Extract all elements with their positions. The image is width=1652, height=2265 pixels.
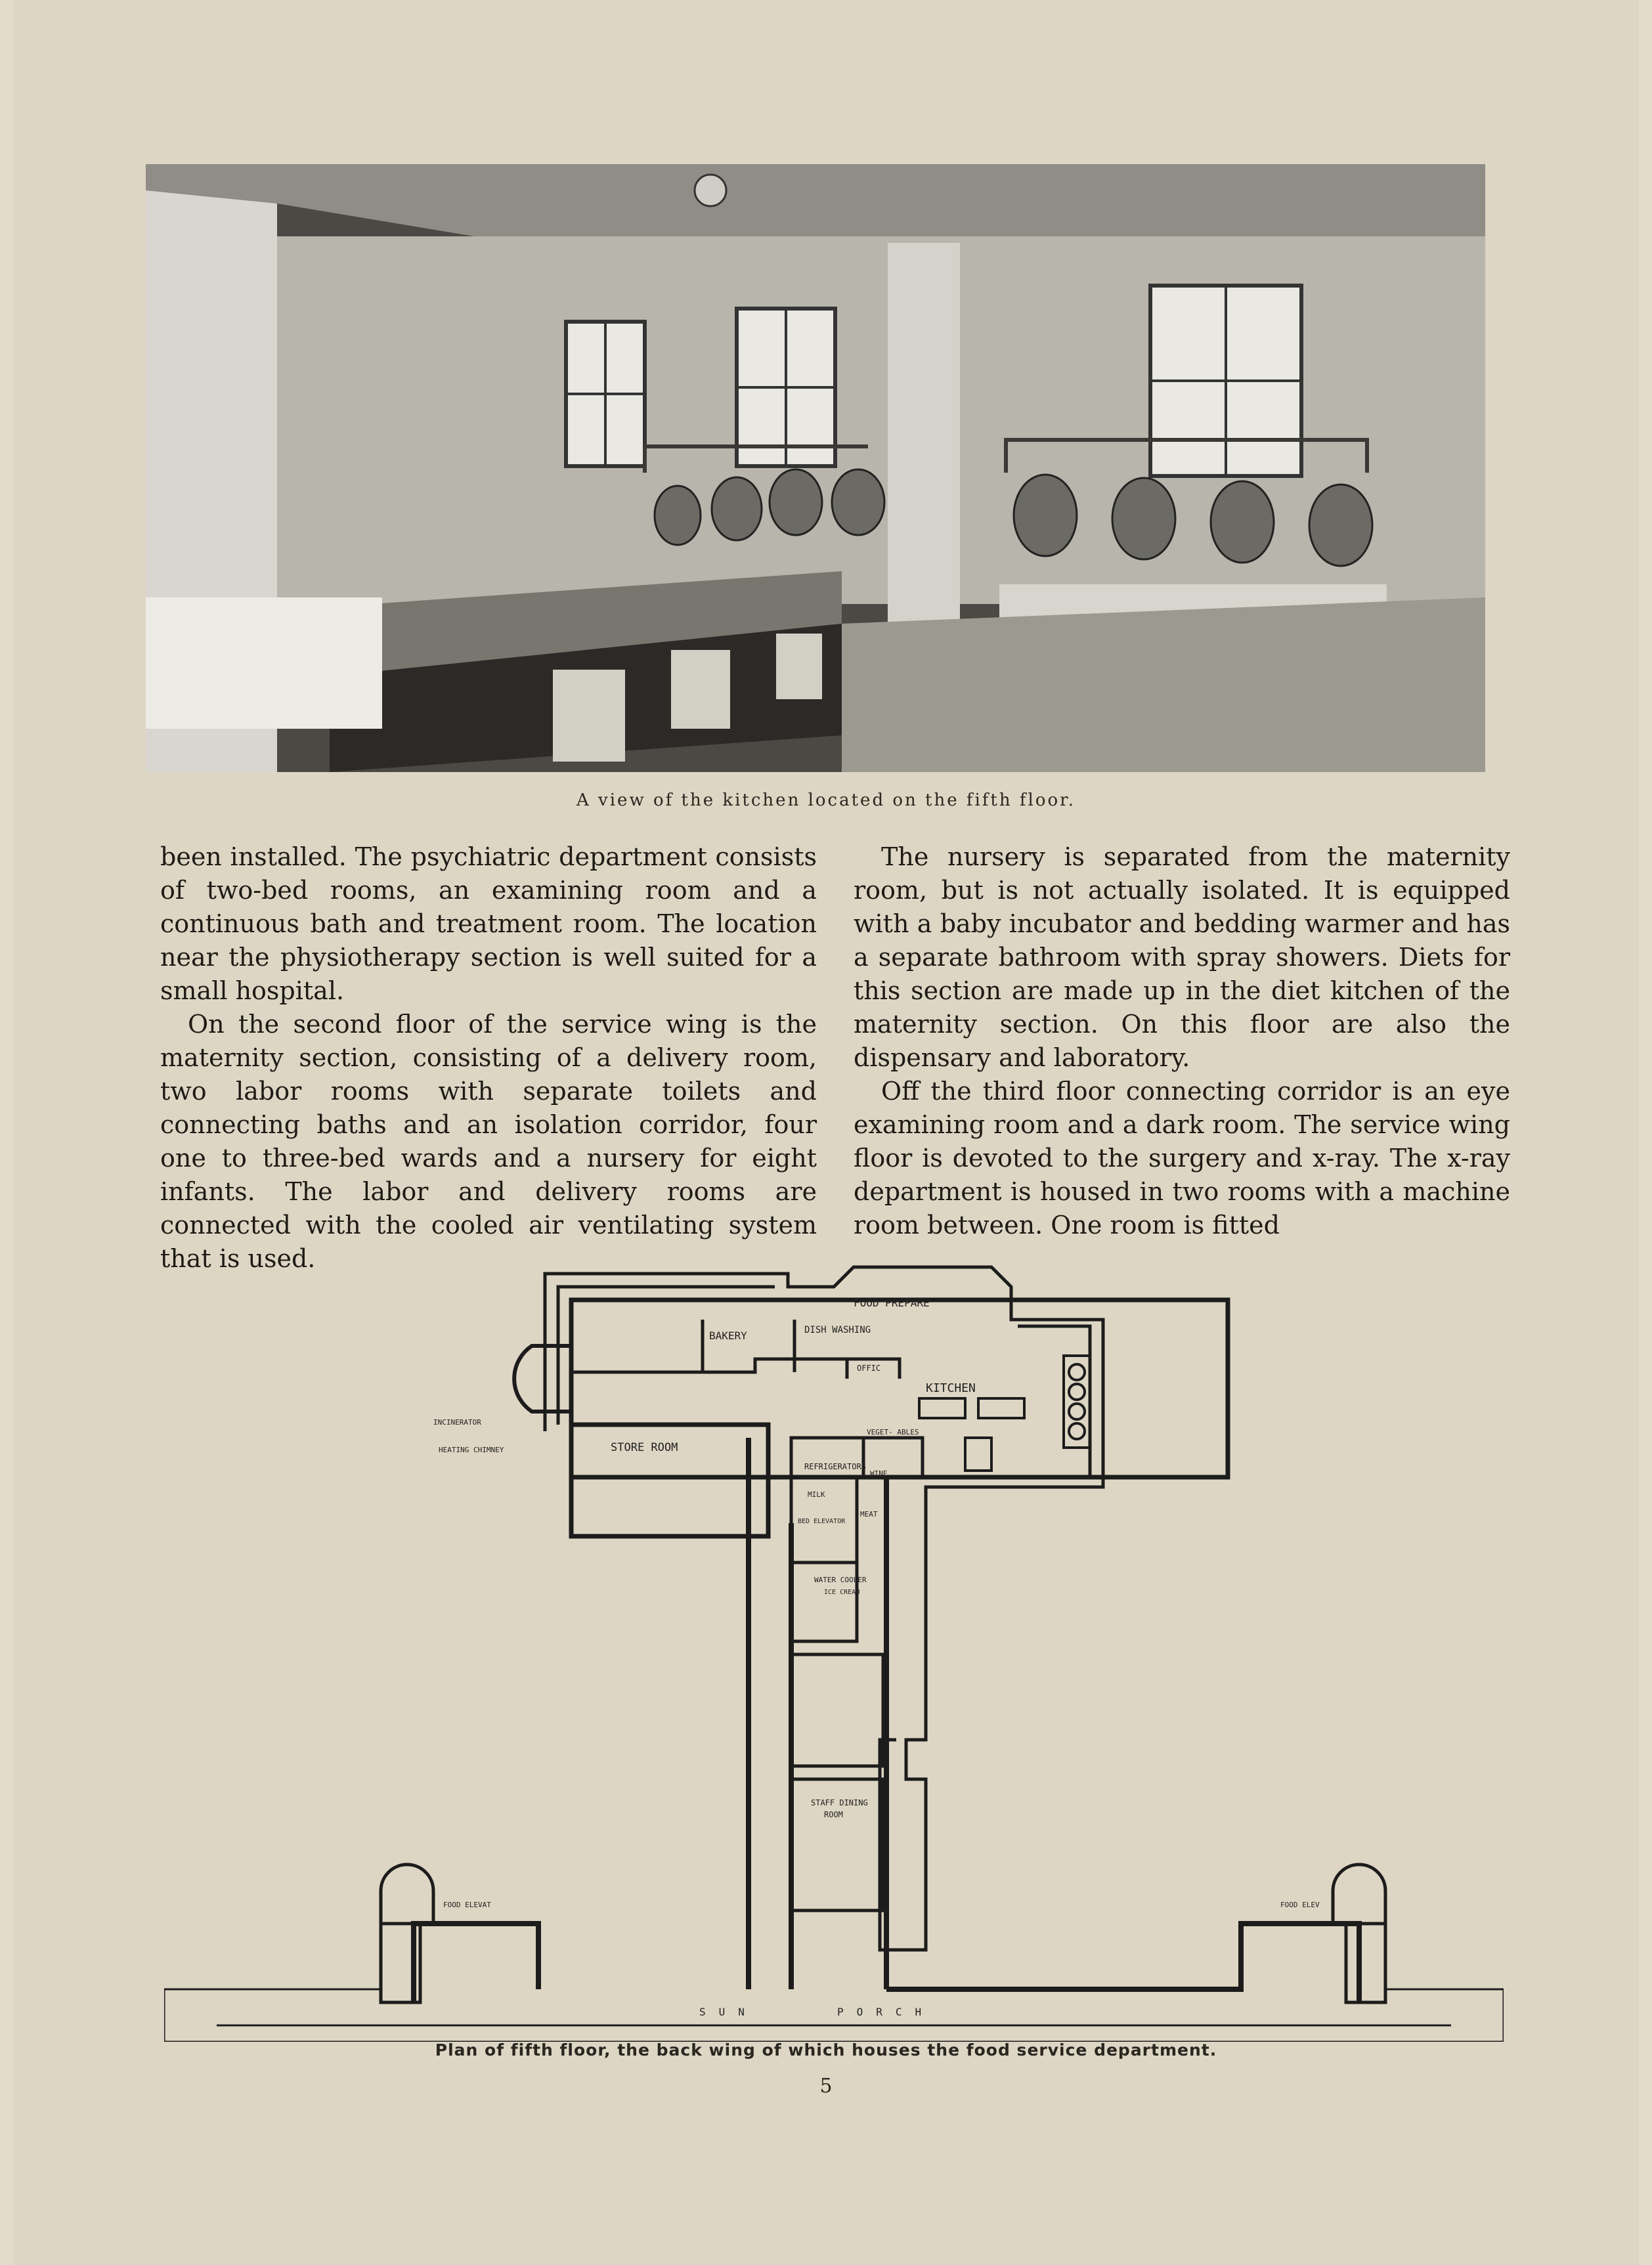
label-store-room: STORE ROOM bbox=[611, 1441, 678, 1454]
label-bed-elevator: BED ELEVATOR bbox=[798, 1518, 846, 1525]
label-wine: WINE bbox=[870, 1469, 888, 1478]
label-dish-washing: DISH WASHING bbox=[804, 1325, 871, 1335]
plan-caption: Plan of fifth floor, the back wing of which houses the food service department. bbox=[435, 2040, 1217, 2060]
label-room: ROOM bbox=[824, 1810, 843, 1819]
label-staff-dining: STAFF DINING bbox=[811, 1798, 868, 1807]
paragraph: Off the third floor connecting corridor is an eye examining room and a dark room. The service wing floor is devoted to the surgery and x-ray. The x-ray department is housed in two rooms with a machine room between. One room is fitted bbox=[854, 1077, 1510, 1240]
text-column-left bbox=[160, 840, 817, 1276]
photo-caption: A view of the kitchen located on the fifth floor. bbox=[576, 790, 1076, 810]
label-meat: MEAT bbox=[860, 1510, 878, 1519]
label-office: OFFIC bbox=[857, 1364, 881, 1373]
kitchen-photo-drawing bbox=[146, 164, 1485, 772]
paragraph: been installed. The psychiatric department consists of two-bed rooms, an examining room and a continuous bath and treatment room. The location near the physiotherapy section is well suited for a small hospital. bbox=[160, 842, 817, 1005]
label-food-elevator-left: FOOD ELEVAT bbox=[443, 1901, 491, 1909]
paragraph: The nursery is separated from the maternity room, but is not actually isolated. It is equipped with a baby incubator and bedding warmer and has a separate bathroom with spray showers. Diets for this section are made up in the diet kitchen of the maternity section. On this floor are also the dispensary and laboratory. bbox=[854, 842, 1510, 1072]
label-heating-chimney: HEATING CHIMNEY bbox=[439, 1446, 504, 1454]
page-number: 5 bbox=[819, 2075, 833, 2098]
label-incinerator: INCINERATOR bbox=[433, 1418, 481, 1427]
label-vegetables: VEGET- ABLES bbox=[867, 1428, 919, 1436]
label-kitchen: KITCHEN bbox=[926, 1381, 976, 1395]
paragraph: On the second floor of the service wing is the maternity section, consisting of a delivery room, two labor rooms with separate toilets and connecting baths and an isolation corridor, four one to three-bed wards and a nursery for eight infants. The labor and delivery rooms are connected with the cooled air ventilating system that is used. bbox=[160, 1010, 817, 1273]
label-bakery: BAKERY bbox=[709, 1329, 747, 1342]
fifth-floor-plan bbox=[164, 1261, 1504, 2042]
label-sun: SUN bbox=[699, 2006, 758, 2018]
label-food-preparation: FOOD PREPARE bbox=[854, 1297, 930, 1309]
kitchen-photograph bbox=[146, 164, 1485, 772]
label-ice-cream: ICE CREAM bbox=[824, 1589, 860, 1596]
label-porch: PORCH bbox=[837, 2006, 935, 2018]
label-milk: MILK bbox=[808, 1490, 825, 1499]
text-column-right bbox=[854, 840, 1510, 1242]
label-water-cooler: WATER COOLER bbox=[814, 1576, 867, 1584]
label-refrigerators: REFRIGERATORS bbox=[804, 1462, 866, 1471]
label-food-elevator-right: FOOD ELEV bbox=[1280, 1901, 1320, 1909]
